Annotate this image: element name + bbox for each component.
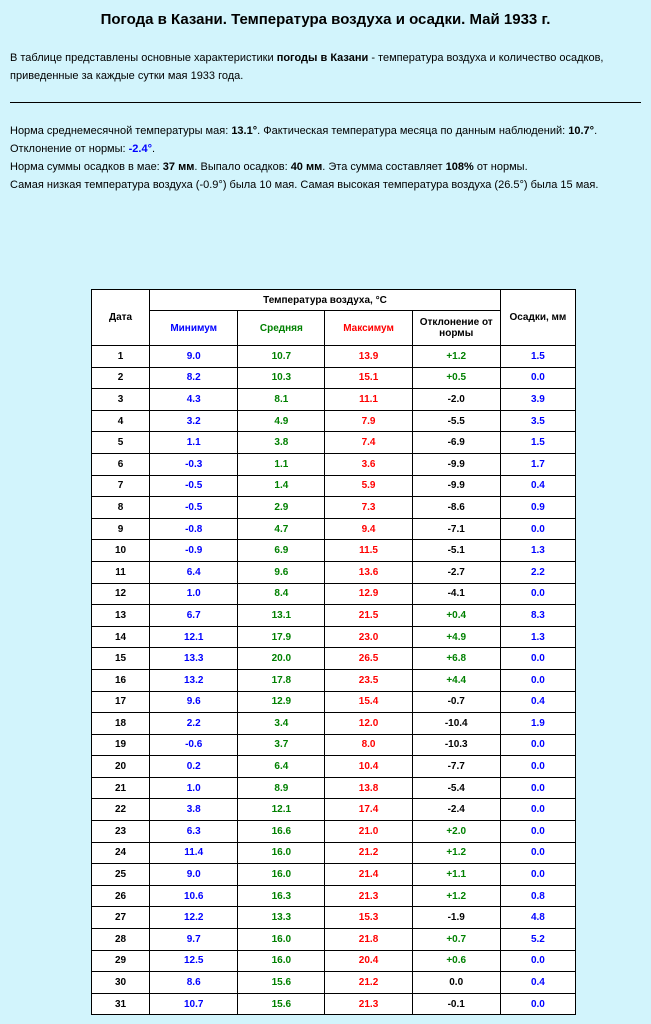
- table-row: [92, 950, 576, 972]
- cell-min: -0.5: [150, 475, 238, 497]
- cell-avg: 16.0: [238, 864, 325, 886]
- cell-min: 9.0: [150, 346, 238, 368]
- cell-precipitation: 1.7: [500, 453, 575, 475]
- table-row: [92, 540, 576, 562]
- cell-date: 17: [92, 691, 150, 713]
- cell-avg: 1.1: [238, 453, 325, 475]
- cell-max: 12.0: [325, 713, 412, 735]
- cell-min: 10.6: [150, 885, 238, 907]
- cell-precipitation: 0.0: [500, 799, 575, 821]
- cell-max: 21.0: [325, 821, 412, 843]
- intro-text-2: - температура воздуха и количество осадков, приведенные за каждые сутки мая 1933 года.: [10, 52, 604, 82]
- intro-bold-link: погоды в Казани: [276, 52, 369, 64]
- cell-max: 11.5: [325, 540, 412, 562]
- table-row: [92, 475, 576, 497]
- cell-date: 25: [92, 864, 150, 886]
- cell-precipitation: 0.0: [500, 950, 575, 972]
- table-row: [92, 453, 576, 475]
- cell-min: 13.3: [150, 648, 238, 670]
- table-row: [92, 972, 576, 994]
- cell-date: 31: [92, 993, 150, 1015]
- cell-date: 1: [92, 346, 150, 368]
- cell-min: 12.1: [150, 626, 238, 648]
- table-row: [92, 669, 576, 691]
- cell-date: 14: [92, 626, 150, 648]
- cell-avg: 15.6: [238, 972, 325, 994]
- cell-precipitation: 0.0: [500, 518, 575, 540]
- cell-min: 1.0: [150, 583, 238, 605]
- cell-deviation: -1.9: [412, 907, 500, 929]
- cell-date: 19: [92, 734, 150, 756]
- cell-avg: 13.1: [238, 605, 325, 627]
- cell-max: 21.2: [325, 842, 412, 864]
- table-row: [92, 346, 576, 368]
- cell-precipitation: 0.0: [500, 993, 575, 1015]
- cell-avg: 16.3: [238, 885, 325, 907]
- cell-date: 7: [92, 475, 150, 497]
- prec-fact-label: . Выпало осадков:: [194, 161, 291, 173]
- cell-precipitation: 1.3: [500, 626, 575, 648]
- cell-max: 7.9: [325, 410, 412, 432]
- cell-max: 9.4: [325, 518, 412, 540]
- cell-avg: 16.0: [238, 950, 325, 972]
- table-row: [92, 756, 576, 778]
- table-row: [92, 389, 576, 411]
- cell-min: -0.5: [150, 497, 238, 519]
- cell-precipitation: 0.0: [500, 777, 575, 799]
- prec-norm-value: 37 мм: [162, 161, 195, 173]
- cell-avg: 15.6: [238, 993, 325, 1015]
- cell-max: 10.4: [325, 756, 412, 778]
- cell-precipitation: 0.4: [500, 972, 575, 994]
- cell-precipitation: 5.2: [500, 929, 575, 951]
- table-row: [92, 842, 576, 864]
- table-row: [92, 821, 576, 843]
- cell-avg: 16.6: [238, 821, 325, 843]
- header-deviation: Отклонение от нормы: [412, 311, 500, 346]
- cell-precipitation: 0.0: [500, 367, 575, 389]
- cell-deviation: -5.5: [412, 410, 500, 432]
- cell-avg: 20.0: [238, 648, 325, 670]
- cell-min: 3.8: [150, 799, 238, 821]
- temp-norm-label: Норма среднемесячной температуры мая:: [10, 125, 232, 137]
- cell-max: 21.4: [325, 864, 412, 886]
- cell-min: 6.7: [150, 605, 238, 627]
- table-row: [92, 410, 576, 432]
- cell-deviation: 0.0: [412, 972, 500, 994]
- cell-deviation: +1.1: [412, 864, 500, 886]
- cell-deviation: +0.4: [412, 605, 500, 627]
- cell-deviation: -10.3: [412, 734, 500, 756]
- table-row: [92, 929, 576, 951]
- cell-max: 15.1: [325, 367, 412, 389]
- table-row: [92, 518, 576, 540]
- cell-max: 17.4: [325, 799, 412, 821]
- cell-max: 5.9: [325, 475, 412, 497]
- table-row: [92, 497, 576, 519]
- cell-min: 8.6: [150, 972, 238, 994]
- temp-fact-label: . Фактическая температура месяца по данным наблюдений:: [257, 125, 569, 137]
- table-row: [92, 432, 576, 454]
- cell-max: 7.4: [325, 432, 412, 454]
- cell-precipitation: 2.2: [500, 561, 575, 583]
- temp-dev-label: . Отклонение от нормы:: [10, 125, 598, 155]
- cell-avg: 17.9: [238, 626, 325, 648]
- temp-norm-value: 13.1°: [231, 125, 258, 137]
- cell-precipitation: 1.5: [500, 432, 575, 454]
- cell-date: 5: [92, 432, 150, 454]
- cell-precipitation: 0.0: [500, 756, 575, 778]
- cell-date: 10: [92, 540, 150, 562]
- cell-date: 13: [92, 605, 150, 627]
- cell-deviation: -7.1: [412, 518, 500, 540]
- table-row: [92, 734, 576, 756]
- extremes-text: Самая низкая температура воздуха (-0.9°) была 10 мая. Самая высокая температура воздуха (26.5°) была 15 мая.: [10, 179, 599, 191]
- cell-min: 1.0: [150, 777, 238, 799]
- cell-min: 3.2: [150, 410, 238, 432]
- cell-deviation: +1.2: [412, 885, 500, 907]
- cell-precipitation: 0.0: [500, 864, 575, 886]
- cell-min: 6.3: [150, 821, 238, 843]
- cell-min: 2.2: [150, 713, 238, 735]
- prec-pct-value: 108%: [445, 161, 474, 173]
- cell-date: 30: [92, 972, 150, 994]
- table-row: [92, 605, 576, 627]
- cell-deviation: -5.4: [412, 777, 500, 799]
- cell-deviation: -9.9: [412, 475, 500, 497]
- table-row: [92, 799, 576, 821]
- table-row: [92, 626, 576, 648]
- prec-pct-label: . Эта сумма составляет: [322, 161, 446, 173]
- cell-max: 15.3: [325, 907, 412, 929]
- cell-max: 13.6: [325, 561, 412, 583]
- prec-end: от нормы.: [473, 161, 528, 173]
- cell-deviation: -6.9: [412, 432, 500, 454]
- cell-max: 3.6: [325, 453, 412, 475]
- cell-deviation: +6.8: [412, 648, 500, 670]
- table-row: [92, 713, 576, 735]
- cell-date: 21: [92, 777, 150, 799]
- header-precipitation: Осадки, мм: [500, 290, 575, 346]
- cell-max: 23.0: [325, 626, 412, 648]
- prec-norm-label: Норма суммы осадков в мае:: [10, 161, 163, 173]
- cell-precipitation: 0.4: [500, 475, 575, 497]
- cell-avg: 3.4: [238, 713, 325, 735]
- cell-date: 11: [92, 561, 150, 583]
- cell-deviation: +1.2: [412, 842, 500, 864]
- cell-deviation: -8.6: [412, 497, 500, 519]
- cell-deviation: +2.0: [412, 821, 500, 843]
- table-row: [92, 583, 576, 605]
- header-date: Дата: [92, 290, 150, 346]
- cell-max: 26.5: [325, 648, 412, 670]
- cell-deviation: +1.2: [412, 346, 500, 368]
- cell-max: 15.4: [325, 691, 412, 713]
- header-min: Минимум: [150, 311, 238, 346]
- cell-date: 3: [92, 389, 150, 411]
- table-row: [92, 907, 576, 929]
- cell-avg: 4.7: [238, 518, 325, 540]
- cell-avg: 8.1: [238, 389, 325, 411]
- cell-max: 7.3: [325, 497, 412, 519]
- cell-precipitation: 1.3: [500, 540, 575, 562]
- cell-deviation: -9.9: [412, 453, 500, 475]
- cell-date: 9: [92, 518, 150, 540]
- cell-max: 23.5: [325, 669, 412, 691]
- cell-precipitation: 1.5: [500, 346, 575, 368]
- table-row: [92, 691, 576, 713]
- cell-min: 0.2: [150, 756, 238, 778]
- cell-min: -0.9: [150, 540, 238, 562]
- cell-date: 8: [92, 497, 150, 519]
- cell-deviation: +4.4: [412, 669, 500, 691]
- cell-avg: 9.6: [238, 561, 325, 583]
- divider: [10, 102, 641, 103]
- page: [0, 0, 651, 194]
- cell-precipitation: 0.9: [500, 497, 575, 519]
- cell-avg: 6.4: [238, 756, 325, 778]
- cell-avg: 8.4: [238, 583, 325, 605]
- cell-max: 21.3: [325, 993, 412, 1015]
- cell-max: 21.2: [325, 972, 412, 994]
- cell-precipitation: 3.9: [500, 389, 575, 411]
- cell-date: 16: [92, 669, 150, 691]
- cell-precipitation: 0.0: [500, 734, 575, 756]
- cell-avg: 13.3: [238, 907, 325, 929]
- cell-deviation: +4.9: [412, 626, 500, 648]
- cell-date: 20: [92, 756, 150, 778]
- cell-min: -0.6: [150, 734, 238, 756]
- cell-avg: 3.7: [238, 734, 325, 756]
- cell-date: 15: [92, 648, 150, 670]
- cell-deviation: -0.7: [412, 691, 500, 713]
- cell-avg: 12.1: [238, 799, 325, 821]
- cell-precipitation: 4.8: [500, 907, 575, 929]
- cell-min: 9.7: [150, 929, 238, 951]
- cell-precipitation: 0.0: [500, 669, 575, 691]
- precipitation-stats: [10, 158, 641, 176]
- cell-date: 6: [92, 453, 150, 475]
- cell-date: 29: [92, 950, 150, 972]
- cell-precipitation: 0.8: [500, 885, 575, 907]
- cell-deviation: +0.6: [412, 950, 500, 972]
- cell-precipitation: 8.3: [500, 605, 575, 627]
- cell-avg: 8.9: [238, 777, 325, 799]
- cell-avg: 12.9: [238, 691, 325, 713]
- cell-min: 8.2: [150, 367, 238, 389]
- cell-deviation: -2.0: [412, 389, 500, 411]
- cell-max: 13.8: [325, 777, 412, 799]
- cell-date: 2: [92, 367, 150, 389]
- header-max: Максимум: [325, 311, 412, 346]
- temp-end: .: [152, 143, 156, 155]
- cell-avg: 4.9: [238, 410, 325, 432]
- cell-min: 9.6: [150, 691, 238, 713]
- intro-text-1: В таблице представлены основные характеристики: [10, 52, 277, 64]
- cell-deviation: -2.4: [412, 799, 500, 821]
- cell-max: 8.0: [325, 734, 412, 756]
- cell-avg: 10.7: [238, 346, 325, 368]
- cell-avg: 16.0: [238, 929, 325, 951]
- cell-deviation: -5.1: [412, 540, 500, 562]
- cell-date: 27: [92, 907, 150, 929]
- cell-min: -0.8: [150, 518, 238, 540]
- cell-min: 12.2: [150, 907, 238, 929]
- header-temperature-group: Температура воздуха, °C: [150, 290, 501, 311]
- cell-max: 21.5: [325, 605, 412, 627]
- cell-precipitation: 0.0: [500, 648, 575, 670]
- cell-min: 12.5: [150, 950, 238, 972]
- cell-precipitation: 3.5: [500, 410, 575, 432]
- cell-max: 20.4: [325, 950, 412, 972]
- cell-min: 6.4: [150, 561, 238, 583]
- table-row: [92, 777, 576, 799]
- cell-max: 11.1: [325, 389, 412, 411]
- cell-precipitation: 0.0: [500, 842, 575, 864]
- table-row: [92, 561, 576, 583]
- cell-precipitation: 0.0: [500, 583, 575, 605]
- cell-deviation: +0.7: [412, 929, 500, 951]
- cell-date: 23: [92, 821, 150, 843]
- cell-deviation: -4.1: [412, 583, 500, 605]
- cell-min: 4.3: [150, 389, 238, 411]
- cell-avg: 16.0: [238, 842, 325, 864]
- cell-max: 21.8: [325, 929, 412, 951]
- table-row: [92, 367, 576, 389]
- weather-table: [91, 289, 576, 1015]
- cell-date: 12: [92, 583, 150, 605]
- cell-min: 10.7: [150, 993, 238, 1015]
- cell-avg: 6.9: [238, 540, 325, 562]
- cell-date: 22: [92, 799, 150, 821]
- table-row: [92, 648, 576, 670]
- weather-table-body: [92, 346, 576, 1015]
- cell-date: 26: [92, 885, 150, 907]
- cell-deviation: +0.5: [412, 367, 500, 389]
- cell-date: 18: [92, 713, 150, 735]
- temp-fact-value: 10.7°: [568, 125, 595, 137]
- table-row: [92, 864, 576, 886]
- cell-min: 13.2: [150, 669, 238, 691]
- header-avg: Средняя: [238, 311, 325, 346]
- page-title: Погода в Казани. Температура воздуха и осадки. Май 1933 г.: [100, 11, 551, 28]
- cell-min: -0.3: [150, 453, 238, 475]
- cell-avg: 2.9: [238, 497, 325, 519]
- cell-deviation: -7.7: [412, 756, 500, 778]
- cell-precipitation: 1.9: [500, 713, 575, 735]
- cell-min: 1.1: [150, 432, 238, 454]
- cell-precipitation: 0.4: [500, 691, 575, 713]
- cell-date: 4: [92, 410, 150, 432]
- cell-deviation: -2.7: [412, 561, 500, 583]
- cell-avg: 3.8: [238, 432, 325, 454]
- intro-paragraph: [10, 35, 641, 85]
- cell-precipitation: 0.0: [500, 821, 575, 843]
- table-row: [92, 885, 576, 907]
- cell-max: 13.9: [325, 346, 412, 368]
- cell-avg: 1.4: [238, 475, 325, 497]
- temperature-stats: [10, 122, 641, 158]
- cell-date: 24: [92, 842, 150, 864]
- cell-min: 9.0: [150, 864, 238, 886]
- cell-deviation: -0.1: [412, 993, 500, 1015]
- temp-dev-value: -2.4°: [128, 143, 152, 155]
- cell-avg: 10.3: [238, 367, 325, 389]
- cell-max: 21.3: [325, 885, 412, 907]
- table-row: [92, 993, 576, 1015]
- cell-deviation: -10.4: [412, 713, 500, 735]
- cell-date: 28: [92, 929, 150, 951]
- cell-avg: 17.8: [238, 669, 325, 691]
- cell-min: 11.4: [150, 842, 238, 864]
- cell-max: 12.9: [325, 583, 412, 605]
- prec-fact-value: 40 мм: [290, 161, 323, 173]
